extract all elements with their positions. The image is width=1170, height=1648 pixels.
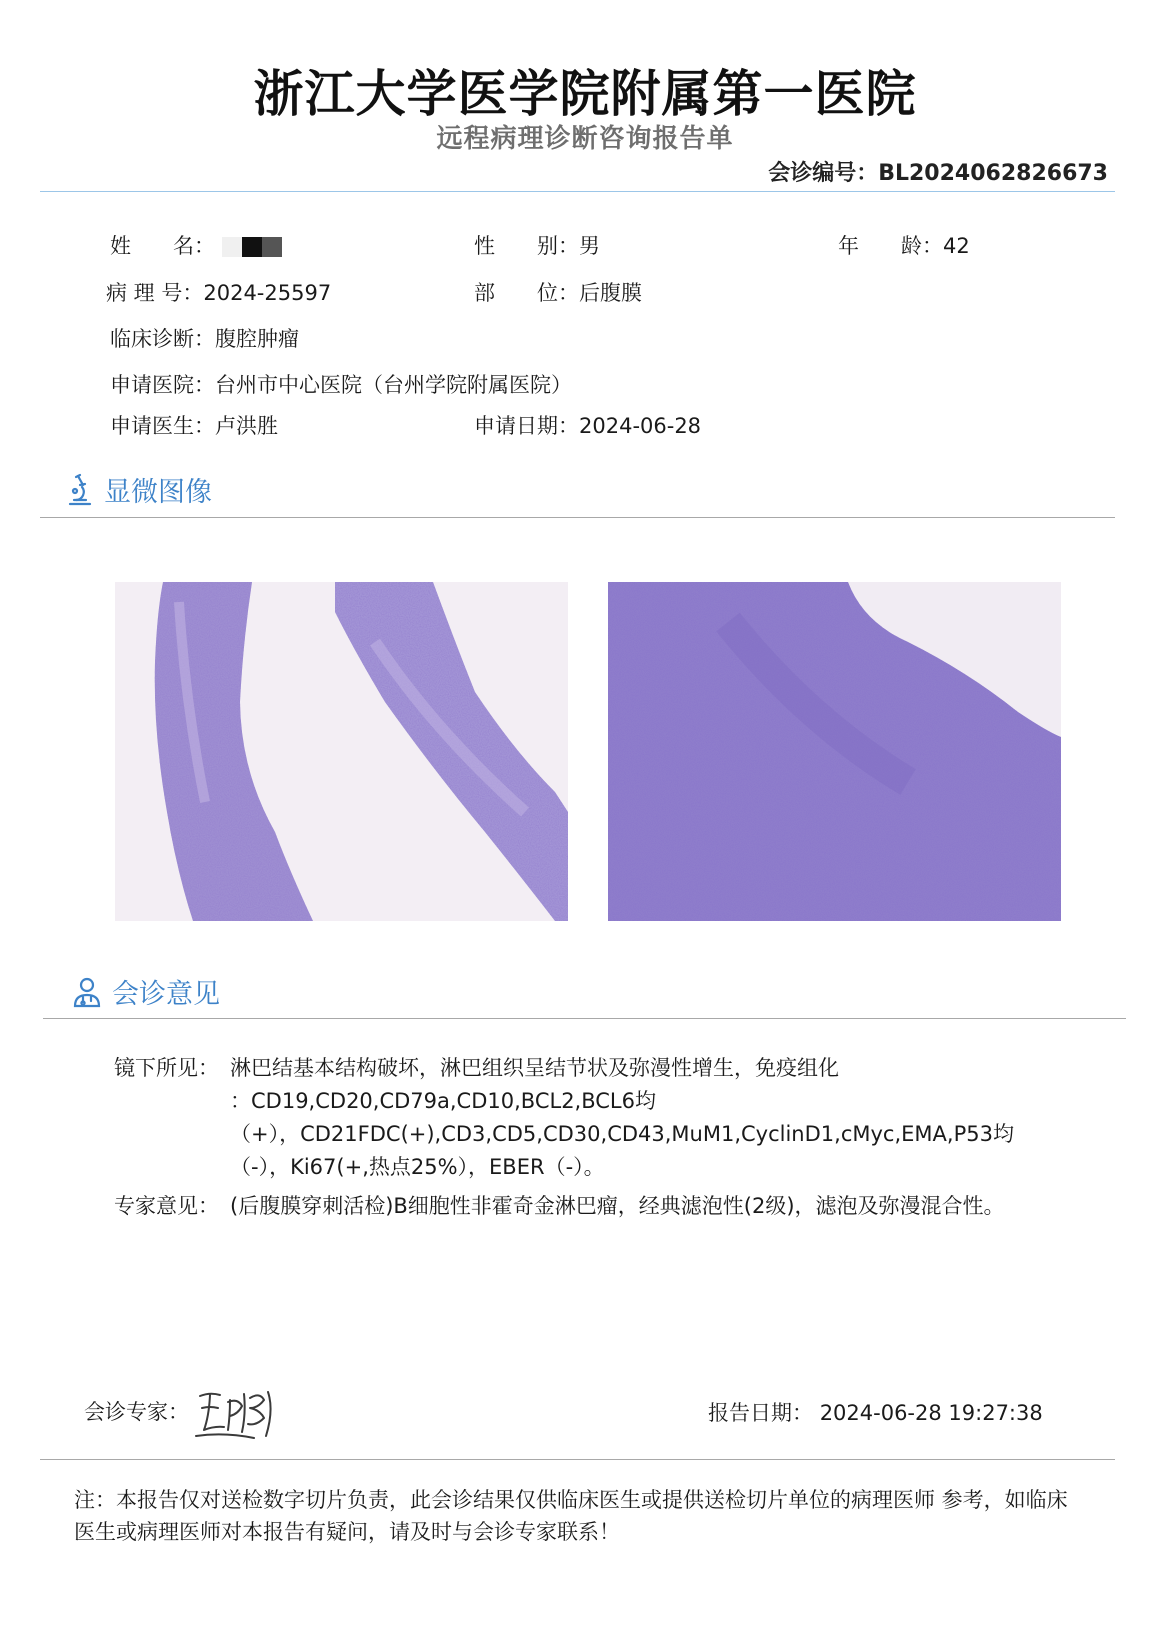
requesting-hospital-value: 台州市中心医院（台州学院附属医院） <box>215 373 572 397</box>
report-date-value: 2024-06-28 19:27:38 <box>819 1401 1043 1425</box>
request-date-value: 2024-06-28 <box>579 414 702 438</box>
request-date-label: 申请日期： <box>474 414 579 438</box>
requesting-doctor-value: 卢洪胜 <box>215 414 278 438</box>
gender-label: 性 别： <box>474 234 579 258</box>
microscopy-section-header <box>66 470 212 509</box>
gender-field <box>474 230 600 260</box>
redacted-name <box>222 237 282 257</box>
opinion-divider <box>43 1018 1126 1019</box>
microscopic-findings <box>114 1052 1094 1187</box>
name-field <box>110 230 282 260</box>
microscopy-divider <box>40 517 1115 518</box>
requesting-doctor-label: 申请医生： <box>110 414 215 438</box>
consult-number-value: BL2024062826673 <box>878 161 1108 186</box>
hospital-name: 浙江大学医学院附属第一医院 <box>253 65 917 123</box>
clinical-diagnosis-value: 腹腔肿瘤 <box>215 327 299 351</box>
signature-image <box>194 1386 286 1442</box>
pathology-number-field <box>106 277 331 307</box>
header-divider <box>40 191 1115 192</box>
doctor-icon <box>72 976 102 1008</box>
consult-number <box>768 156 1108 187</box>
microscope-icon <box>66 473 94 507</box>
expert-opinion <box>114 1190 1114 1226</box>
opinion-section-title: 会诊意见 <box>112 979 220 1010</box>
opinion-section-header <box>72 972 220 1011</box>
gender-value: 男 <box>579 234 600 258</box>
pathology-number-label: 病 理 号： <box>106 281 204 305</box>
age-field <box>838 230 970 260</box>
consulting-expert-label: 会诊专家： <box>84 1400 189 1424</box>
micrograph-low-power <box>115 582 568 921</box>
requesting-hospital-field <box>110 369 572 399</box>
findings-text: 淋巴结基本结构破坏，淋巴组织呈结节状及弥漫性增生，免疫组化 ：CD19,CD20,CD79a,CD10,BCL2,BCL6均 （+），CD21FDC(+),CD3,CD5,CD30,CD43,MuM1,CyclinD1,cMyc,EMA,P53均 （-），Ki67(+,热点25%），EBER（-）。 <box>230 1056 1014 1179</box>
clinical-diagnosis-field <box>110 323 299 353</box>
clinical-diagnosis-label: 临床诊断： <box>110 327 215 351</box>
site-label: 部 位： <box>474 281 579 305</box>
site-value: 后腹膜 <box>579 281 642 305</box>
requesting-hospital-label: 申请医院： <box>110 373 215 397</box>
requesting-doctor-field <box>110 410 278 440</box>
footer-divider <box>40 1459 1115 1460</box>
expert-opinion-text: (后腹膜穿刺活检)B细胞性非霍奇金淋巴瘤，经典滤泡性(2级)，滤泡及弥漫混合性。 <box>230 1194 1005 1218</box>
expert-opinion-label: 专家意见： <box>114 1194 219 1218</box>
pathology-number-value: 2024-25597 <box>203 281 332 305</box>
report-date-field <box>708 1397 1043 1427</box>
request-date-field <box>474 410 701 440</box>
site-field <box>474 277 642 307</box>
report-title: 远程病理诊断咨询报告单 <box>436 124 734 154</box>
consult-number-label: 会诊编号： <box>768 161 879 186</box>
findings-label: 镜下所见： <box>114 1056 219 1080</box>
micrograph-high-power <box>608 582 1061 921</box>
age-value: 42 <box>943 234 970 258</box>
disclaimer-note: 注：本报告仅对送检数字切片负责，此会诊结果仅供临床医生或提供送检切片单位的病理医师 参考，如临床医生或病理医师对本报告有疑问，请及时与会诊专家联系！ <box>74 1488 1068 1544</box>
microscopy-section-title: 显微图像 <box>104 477 212 508</box>
report-date-label: 报告日期： <box>708 1401 813 1425</box>
name-label: 姓 名： <box>110 234 215 258</box>
age-label: 年 龄： <box>838 234 943 258</box>
